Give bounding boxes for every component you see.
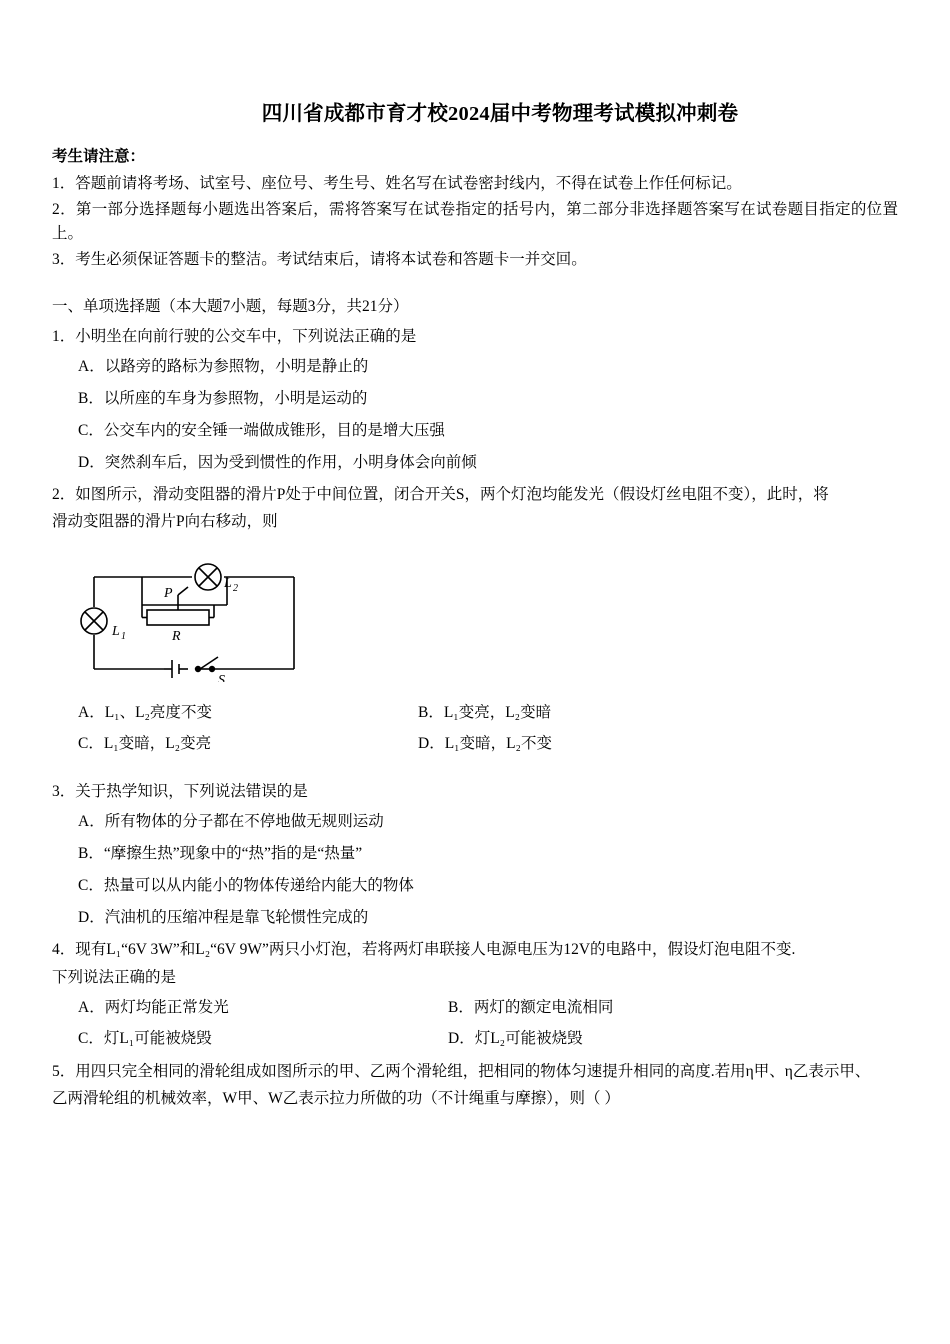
circuit-label-resistor: R	[172, 628, 181, 644]
circuit-label-lamp2-sub: 2	[233, 582, 238, 594]
question-4-stem-line2: 下列说法正确的是	[52, 968, 177, 986]
question-2-stem-line2: 滑动变阻器的滑片P向右移动，则	[52, 513, 278, 531]
circuit-label-switch: S	[218, 672, 225, 682]
circuit-label-slider: P	[164, 585, 173, 601]
question-3-option-b: B．“摩擦生热”现象中的“热”指的是“热量”	[78, 845, 363, 863]
question-1-option-a: A．以路旁的路标为参照物，小明是静止的	[78, 358, 369, 376]
question-3-option-a: A．所有物体的分子都在不停地做无规则运动	[78, 813, 384, 831]
question-4-option-c: C．灯L₁可能被烧毁	[78, 1030, 212, 1048]
notice-heading: 考生请注意：	[52, 148, 146, 165]
question-2-options-row1	[52, 701, 898, 726]
question-4-stem-line1: 4．现有L₁“6V 3W”和L₂“6V 9W”两只小灯泡，若将两灯串联接人电源电压为12V的电路中，假设灯泡电阻不变.	[52, 941, 796, 959]
circuit-label-lamp1-sub: 1	[121, 630, 126, 642]
question-4-option-a: A．两灯均能正常发光	[78, 998, 229, 1016]
question-4-option-b: B．两灯的额定电流相同	[448, 998, 614, 1016]
question-2-circuit-diagram	[72, 547, 898, 687]
question-5-stem-line2: 乙两滑轮组的机械效率，W甲、W乙表示拉力所做的功（不计绳重与摩擦），则（ ）	[52, 1090, 620, 1108]
question-3-option-c: C．热量可以从内能小的物体传递给内能大的物体	[78, 876, 414, 894]
circuit-label-lamp1: L	[112, 623, 120, 639]
question-3-option-d: D．汽油机的压缩冲程是靠飞轮惯性完成的	[78, 908, 369, 926]
question-1-stem: 1．小明坐在向前行驶的公交车中，下列说法正确的是	[52, 328, 417, 346]
notice-line-1: 1．答题前请将考场、试室号、座位号、考生号、姓名写在试卷密封线内，不得在试卷上作任何标记。	[52, 175, 742, 192]
question-3-stem: 3．关于热学知识，下列说法错误的是	[52, 783, 308, 801]
circuit-label-lamp2: L	[224, 575, 232, 591]
question-2-option-a: A．L₁、L₂亮度不变	[78, 703, 212, 721]
question-5-stem-line1: 5．用四只完全相同的滑轮组成如图所示的甲、乙两个滑轮组，把相同的物体匀速提升相同的高度.若用η甲、η乙表示甲、	[52, 1063, 871, 1081]
section-heading-multiple-choice: 一、单项选择题（本大题7小题，每题3分，共21分）	[52, 298, 409, 316]
notice-line-3: 3．考生必须保证答题卡的整洁。考试结束后，请将本试卷和答题卡一并交回。	[52, 251, 587, 269]
question-4-options-row1	[52, 996, 898, 1021]
question-1-option-b: B．以所座的车身为参照物，小明是运动的	[78, 389, 368, 407]
notice-line-2: 2．第一部分选择题每小题选出答案后，需将答案写在试卷指定的括号内，第二部分非选择题答案写在试卷题目指定的位置上。	[52, 201, 898, 243]
question-2-stem-line1: 2．如图所示，滑动变阻器的滑片P处于中间位置，闭合开关S，两个灯泡均能发光（假设灯丝电阻不变），此时，将	[52, 486, 829, 504]
question-2-options-row2	[52, 732, 898, 757]
question-1-option-d: D．突然刹车后，因为受到惯性的作用，小明身体会向前倾	[78, 453, 477, 471]
question-2-option-b: B．L₁变亮，L₂变暗	[418, 703, 552, 721]
question-1-option-c: C．公交车内的安全锤一端做成锥形，目的是增大压强	[78, 421, 445, 439]
question-4-option-d: D．灯L₂可能被烧毁	[448, 1030, 583, 1048]
page-title: 四川省成都市育才校2024届中考物理考试模拟冲刺卷	[261, 103, 739, 125]
question-2-option-d: D．L₁变暗，L₂不变	[418, 735, 552, 753]
question-2-option-c: C．L₁变暗，L₂变亮	[78, 735, 212, 753]
question-4-options-row2	[52, 1027, 898, 1052]
